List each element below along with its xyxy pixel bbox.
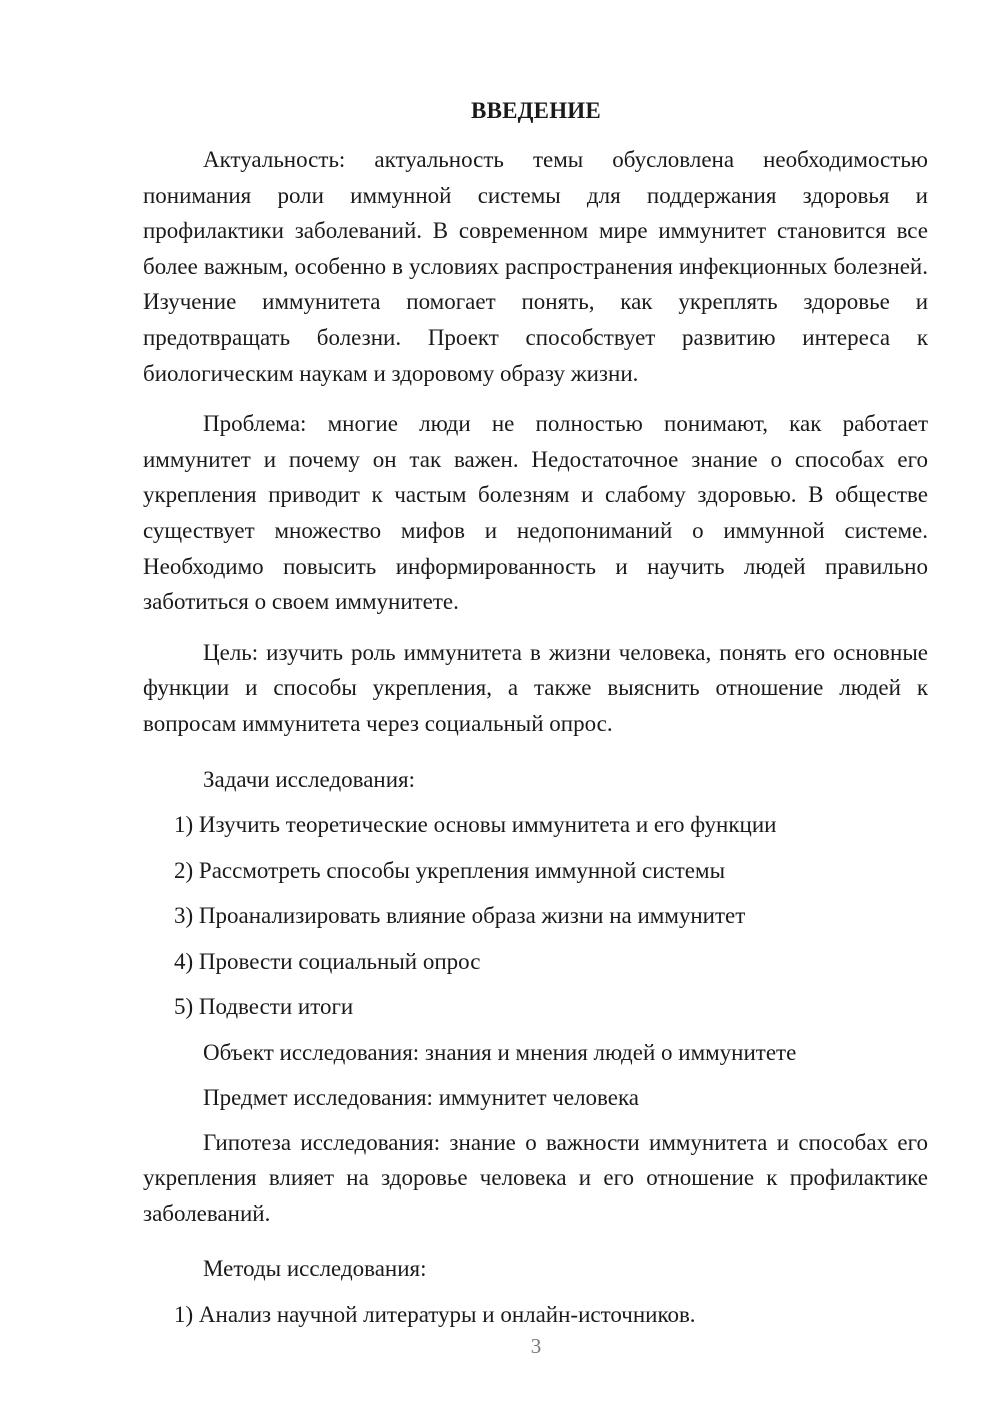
research-subject: Предмет исследования: иммунитет человека [203, 1085, 640, 1110]
task-item-3: 3) Проанализировать влияние образа жизни на иммунитет [174, 903, 746, 928]
hypothesis-paragraph: Гипотеза исследования: знание о важности иммунитета и способах его укрепления влияет на здоровье человека и его отношение к профилактике заболеваний. [143, 1129, 928, 1226]
problem-paragraph: Проблема: многие люди не полностью понимают, как работает иммунитет и почему он так важен. Недостаточное знание о способах его укрепления приводит к частым болезням и слабому здоровью. В обществе существует множество мифов и недопониманий о иммунной системе. Необходимо повысить информированность и научить людей правильно заботиться о своем иммунитете. [143, 411, 928, 615]
page-number: 3 [530, 1334, 542, 1358]
methods-heading: Методы исследования: [203, 1256, 427, 1282]
research-object: Объект исследования: знания и мнения людей о иммунитете [203, 1039, 797, 1065]
task-item-5: 5) Подвести итоги [174, 994, 354, 1019]
document-body [143, 142, 928, 1337]
task-item-4: 4) Провести социальный опрос [174, 948, 481, 974]
section-title: ВВЕДЕНИЕ [471, 98, 601, 123]
task-item-1: 1) Изучить теоретические основы иммунитета и его функции [174, 812, 777, 837]
method-item-1: 1) Анализ научной литературы и онлайн-источников. [174, 1301, 696, 1327]
relevance-paragraph: Актуальность: актуальность темы обусловлена необходимостью понимания роли иммунной системы для поддержания здоровья и профилактики заболеваний. В современном мире иммунитет становится все более важным, особенно в условиях распространения инфекционных болезней. Изучение иммунитета помогает понять, как укреплять здоровье и предотвращать болезни. Проект способствует развитию интереса к биологическим наукам и здоровому образу жизни. [143, 147, 928, 386]
tasks-heading: Задачи исследования: [203, 766, 416, 792]
goal-paragraph: Цель: изучить роль иммунитета в жизни человека, понять его основные функции и способы укрепления, а также выяснить отношение людей к вопросам иммунитета через социальный опрос. [143, 639, 928, 736]
task-item-2: 2) Рассмотреть способы укрепления иммунной системы [174, 857, 726, 883]
